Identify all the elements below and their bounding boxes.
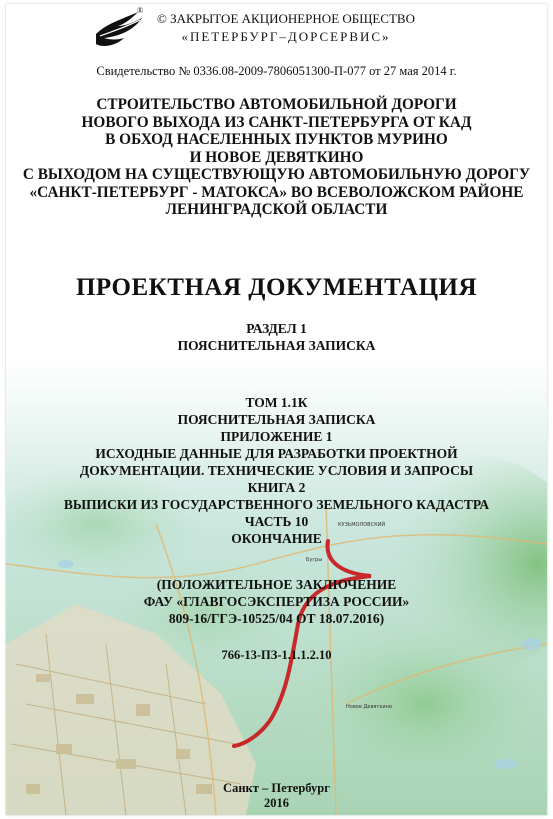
conclusion-line: 809-16/ГГЭ-10525/04 ОТ 18.07.2016) xyxy=(168,611,385,626)
conclusion-line: (ПОЛОЖИТЕЛЬНОЕ ЗАКЛЮЧЕНИЕ xyxy=(156,577,397,592)
trademark-symbol: ® xyxy=(137,6,144,15)
year: 2016 xyxy=(264,796,289,810)
title-line: НОВОГО ВЫХОДА ИЗ САНКТ-ПЕТЕРБУРГА ОТ КАД xyxy=(81,113,472,131)
section-heading xyxy=(6,320,547,354)
volume-line: ЧАСТЬ 10 xyxy=(244,514,309,529)
volume-line: ДОКУМЕНТАЦИИ. ТЕХНИЧЕСКИЕ УСЛОВИЯ И ЗАПРОСЫ xyxy=(79,463,474,478)
title-line: «САНКТ-ПЕТЕРБУРГ - МАТОКСА» ВО ВСЕВОЛОЖСКОМ РАЙОНЕ xyxy=(29,183,524,201)
document-cover xyxy=(6,4,547,815)
city: Санкт – Петербург xyxy=(223,781,330,795)
title-line: ЛЕНИНГРАДСКОЙ ОБЛАСТИ xyxy=(165,201,388,218)
conclusion-line: ФАУ «ГЛАВГОСЭКСПЕРТИЗА РОССИИ» xyxy=(143,594,410,609)
volume-line: ВЫПИСКИ ИЗ ГОСУДАРСТВЕННОГО ЗЕМЕЛЬНОГО КАДАСТРА xyxy=(63,497,490,512)
map-label: КУЗЬМОЛОВСКИЙ xyxy=(338,522,386,528)
title-line: В ОБХОД НАСЕЛЕННЫХ ПУНКТОВ МУРИНО xyxy=(105,131,448,148)
map-label: Новое Девяткино xyxy=(346,704,392,710)
volume-line: ПРИЛОЖЕНИЕ 1 xyxy=(220,429,333,444)
project-title xyxy=(6,96,547,219)
section-name: ПОЯСНИТЕЛЬНАЯ ЗАПИСКА xyxy=(177,338,376,353)
title-line: С ВЫХОДОМ НА СУЩЕСТВУЮЩУЮ АВТОМОБИЛЬНУЮ ДОРОГУ xyxy=(22,166,531,183)
volume-line: ПОЯСНИТЕЛЬНАЯ ЗАПИСКА xyxy=(177,412,376,427)
volume-line: ОКОНЧАНИЕ xyxy=(231,531,322,546)
volume-line: КНИГА 2 xyxy=(247,480,306,495)
expert-conclusion xyxy=(6,576,547,627)
volume-line: ТОМ 1.1К xyxy=(245,395,308,410)
title-line: СТРОИТЕЛЬСТВО АВТОМОБИЛЬНОЙ ДОРОГИ xyxy=(96,96,457,113)
section-number: РАЗДЕЛ 1 xyxy=(246,321,307,336)
certificate-line: Свидетельство № 0336.08-2009-7806051300-П-077 от 27 мая 2014 г. xyxy=(96,64,457,78)
company-name-line1: © ЗАКРЫТОЕ АКЦИОНЕРНОЕ ОБЩЕСТВО xyxy=(157,11,415,26)
map-label: Бугры xyxy=(306,557,323,563)
city-and-year xyxy=(6,781,547,811)
company-name-line2: «ПЕТЕРБУРГ–ДОРСЕРВИС» xyxy=(181,29,391,44)
document-type-heading: ПРОЕКТНАЯ ДОКУМЕНТАЦИЯ xyxy=(75,274,478,301)
volume-line: ИСХОДНЫЕ ДАННЫЕ ДЛЯ РАЗРАБОТКИ ПРОЕКТНОЙ xyxy=(95,446,458,461)
document-code: 766-13-ПЗ-1.1.1.2.10 xyxy=(221,648,332,662)
volume-block xyxy=(6,394,547,547)
title-line: И НОВОЕ ДЕВЯТКИНО xyxy=(189,148,364,166)
